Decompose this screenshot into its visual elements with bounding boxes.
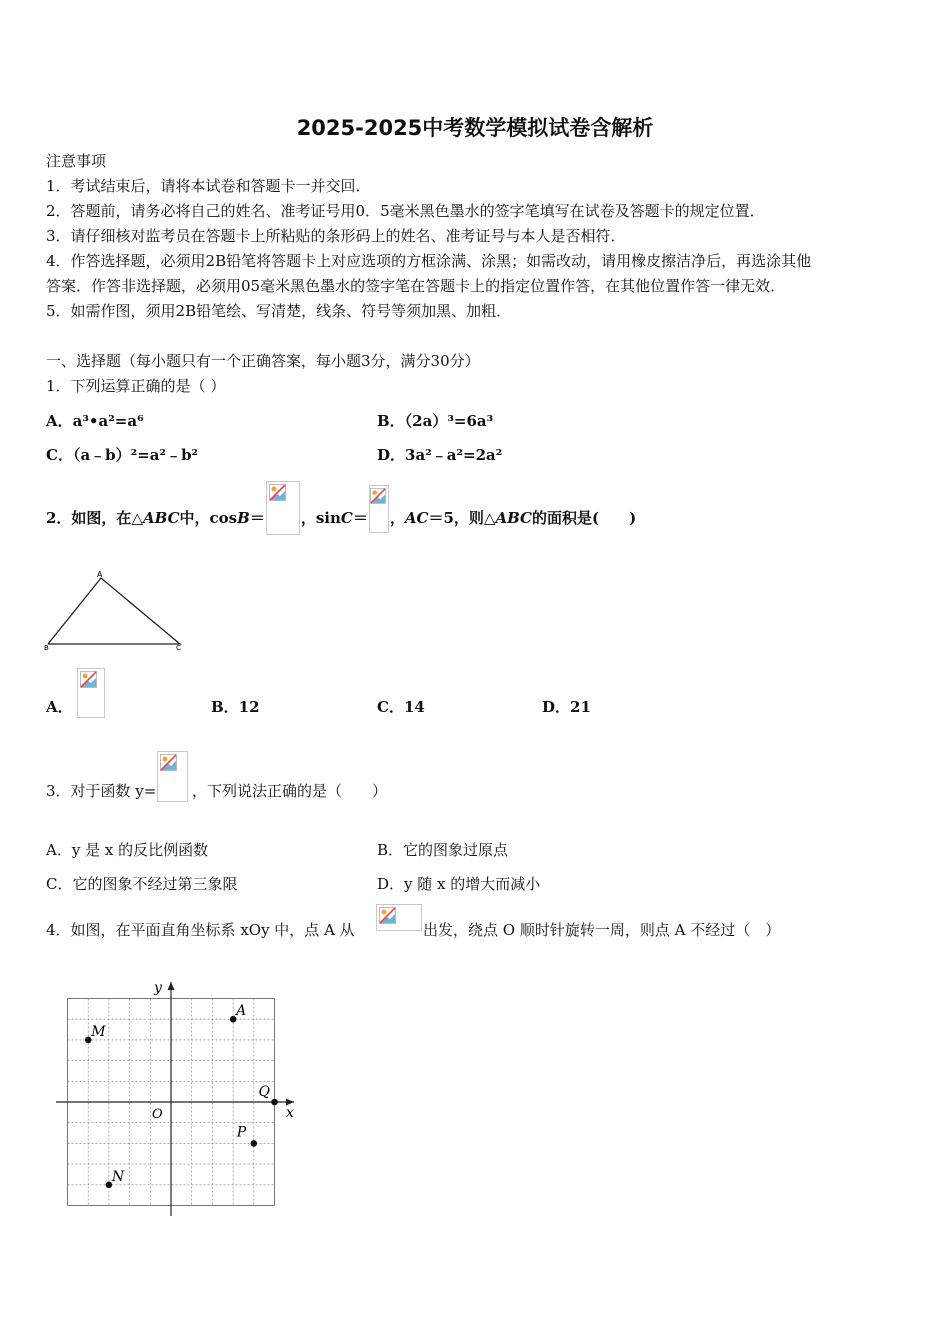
triangle-vertex-label: A	[97, 570, 103, 579]
q1-option-a: A．a³•a²=a⁶	[46, 412, 144, 430]
q2-text: 2．如图，在△	[46, 509, 143, 527]
q2-text: ABC	[142, 509, 180, 527]
q2-option-a	[46, 696, 73, 717]
notice-item: 2．答题前，请务必将自己的姓名、准考证号用0．5毫米黑色墨水的签字笔填写在试卷及答题卡的规定位置．	[46, 202, 765, 220]
q2-text: AC	[404, 509, 429, 527]
y-axis-label: y	[154, 980, 162, 996]
q2-text: ，sin	[300, 509, 341, 527]
point-label-q: Q	[258, 1084, 270, 1100]
formula-image-placeholder	[369, 485, 389, 533]
broken-image-icon	[160, 754, 177, 771]
x-axis-label: x	[286, 1105, 294, 1121]
notice-item: 1．考试结束后，请将本试卷和答题卡一并交回．	[46, 177, 371, 195]
q3-option-a: A．y 是 x 的反比例函数	[46, 841, 209, 859]
point-label-m: M	[91, 1023, 106, 1040]
section-heading: 一、选择题（每小题只有一个正确答案，每小题3分，满分30分）	[46, 352, 480, 370]
q3-option-c: C．它的图象不经过第三象限	[46, 875, 238, 893]
coordinate-grid-figure	[50, 978, 310, 1223]
formula-image-placeholder	[157, 751, 188, 802]
notice-item: 5．如需作图，须用2B铅笔绘、写清楚，线条、符号等须加黑、加粗．	[46, 302, 512, 320]
q4-stem-part1: 4．如图，在平面直角坐标系 xOy 中，点 A 从	[46, 921, 355, 939]
point-label-n: N	[111, 1168, 125, 1185]
q2-text: 的面积是( )	[531, 509, 637, 527]
y-axis-arrow-icon	[168, 982, 175, 990]
formula-image-placeholder	[77, 668, 105, 718]
q2-text: ＝5，则△	[428, 509, 496, 527]
point-q	[271, 1099, 278, 1106]
triangle-figure	[40, 568, 190, 652]
q2-text: ＝	[249, 509, 265, 527]
q1-stem: 1．下列运算正确的是（ ）	[46, 377, 226, 395]
broken-image-icon	[379, 907, 396, 924]
q3-option-d: D．y 随 x 的增大而减小	[377, 875, 541, 893]
q3-option-b: B．它的图象过原点	[377, 841, 509, 859]
point-label-a: A	[236, 1003, 247, 1020]
notice-heading: 注意事项	[46, 152, 107, 170]
q2-option-d: D．21	[542, 698, 591, 716]
q2-stem	[46, 503, 636, 535]
q2-text: ，	[389, 509, 405, 527]
broken-image-icon	[370, 488, 386, 504]
q2-text: B	[237, 509, 250, 527]
q2-text: ＝	[352, 509, 368, 527]
q3-stem-part1: 3．对于函数 y=	[46, 782, 157, 800]
q2-text: ABC	[495, 509, 532, 527]
q1-option-c: C．（a﹣b）²=a²﹣b²	[46, 446, 199, 464]
q2-option-c: C．14	[377, 698, 425, 716]
point-label-p: P	[236, 1124, 247, 1141]
notice-item: 4．作答选择题，必须用2B铅笔将答题卡上对应选项的方框涂满、涂黑；如需改动，请用橡皮擦洁净后，再选涂其他	[46, 252, 812, 270]
formula-image-placeholder	[376, 904, 422, 931]
q1-option-b: B．（2a）³=6a³	[377, 412, 494, 430]
q4-stem-part2: 出发，绕点 O 顺时针旋转一周，则点 A 不经过（ ）	[423, 921, 781, 939]
page-title: 2025-2025中考数学模拟试卷含解析	[296, 116, 654, 140]
triangle-vertex-label: B	[44, 644, 49, 652]
q2-option-a-label: A．	[46, 698, 73, 716]
origin-label: O	[152, 1107, 163, 1122]
q1-option-d: D．3a²﹣a²=2a²	[377, 446, 503, 464]
q3-stem-part2: ，下列说法正确的是（ ）	[192, 782, 388, 800]
formula-image-placeholder	[266, 481, 300, 535]
triangle-vertex-label: C	[176, 644, 181, 652]
q2-text: 中，cos	[179, 509, 238, 527]
point-p	[251, 1140, 258, 1147]
broken-image-icon	[80, 671, 97, 688]
q2-option-b: B．12	[211, 698, 260, 716]
notice-item: 3．请仔细核对监考员在答题卡上所粘贴的条形码上的姓名、准考证号与本人是否相符．	[46, 227, 626, 245]
notice-item: 答案．作答非选择题，必须用05毫米黑色墨水的签字笔在答题卡上的指定位置作答，在其他位置作答一律无效．	[46, 277, 786, 295]
broken-image-icon	[269, 484, 286, 501]
q2-text: C	[340, 509, 353, 527]
